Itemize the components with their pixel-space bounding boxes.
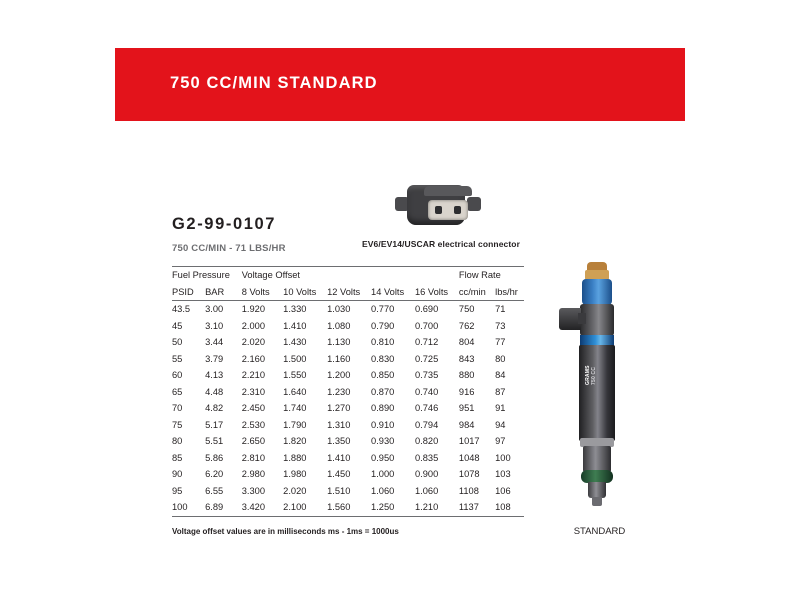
cell-bar: 4.48 (205, 386, 224, 397)
connector-pin-right (454, 206, 461, 214)
injector-brand-line2: 750 CC (591, 366, 597, 385)
cell-ccmin: 762 (458, 320, 475, 331)
table-group-header-row (172, 267, 524, 284)
cell-16v: 0.746 (414, 403, 439, 413)
cell-16v: 0.690 (414, 304, 439, 314)
cell-lbshr: 106 (495, 485, 511, 496)
table-row (172, 384, 524, 401)
cell-psid: 65 (172, 386, 183, 397)
cell-8v: 2.160 (241, 353, 265, 364)
cell-14v: 0.770 (371, 304, 395, 314)
cell-psid: 80 (172, 436, 183, 446)
connector-face (428, 200, 468, 220)
cell-bar: 4.82 (205, 403, 224, 413)
cell-14v: 0.910 (371, 419, 395, 430)
column-header-bar: BAR (205, 286, 225, 297)
header-banner (115, 48, 685, 121)
page-title: 750 CC/MIN STANDARD (170, 74, 378, 92)
cell-14v: 0.890 (371, 403, 395, 413)
cell-12v: 1.200 (327, 370, 351, 380)
column-header-8-volts: 8 Volts (241, 286, 270, 297)
connector-body (407, 185, 465, 225)
cell-16v: 0.725 (414, 353, 439, 364)
cell-10v: 2.020 (283, 485, 307, 496)
cell-12v: 1.350 (327, 436, 351, 446)
cell-8v: 3.300 (241, 485, 265, 496)
cell-bar: 3.10 (205, 320, 224, 331)
injector-tip (588, 482, 606, 498)
cell-ccmin: 1108 (458, 485, 479, 496)
cell-16v: 0.820 (414, 436, 439, 446)
cell-lbshr: 77 (495, 337, 506, 347)
cell-16v: 0.794 (414, 419, 439, 430)
connector-pin-left (435, 206, 442, 214)
cell-10v: 1.550 (283, 370, 307, 380)
cell-12v: 1.560 (327, 502, 351, 512)
cell-16v: 1.060 (414, 485, 439, 496)
cell-14v: 0.850 (371, 370, 395, 380)
electrical-connector-icon (395, 181, 481, 231)
group-header-flow-rate: Flow Rate (458, 270, 501, 280)
injector-blue-oring-top (582, 279, 612, 305)
cell-14v: 0.830 (371, 353, 395, 364)
cell-16v: 0.700 (414, 320, 439, 331)
cell-10v: 1.740 (283, 403, 307, 413)
cell-10v: 1.500 (283, 353, 307, 364)
cell-lbshr: 80 (495, 353, 506, 364)
cell-bar: 6.20 (205, 469, 224, 479)
table-row (172, 450, 524, 467)
cell-14v: 1.250 (371, 502, 395, 512)
cell-10v: 1.640 (283, 386, 307, 397)
cell-psid: 85 (172, 452, 183, 463)
cell-8v: 2.650 (241, 436, 265, 446)
table-row (172, 483, 524, 500)
cell-14v: 1.060 (371, 485, 395, 496)
cell-10v: 1.880 (283, 452, 307, 463)
cell-ccmin: 951 (458, 403, 475, 413)
injector-figure (552, 262, 647, 537)
cell-16v: 0.835 (414, 452, 439, 463)
cell-12v: 1.230 (327, 386, 351, 397)
cell-ccmin: 880 (458, 370, 475, 380)
cell-lbshr: 100 (495, 452, 511, 463)
cell-12v: 1.080 (327, 320, 351, 331)
cell-lbshr: 94 (495, 419, 506, 430)
product-subtitle: 750 CC/MIN - 71 LBS/HR (172, 243, 286, 254)
table-row (172, 466, 524, 483)
cell-8v: 2.530 (241, 419, 265, 430)
cell-ccmin: 750 (458, 304, 475, 314)
cell-12v: 1.310 (327, 419, 351, 430)
table-row (172, 400, 524, 417)
cell-8v: 2.810 (241, 452, 265, 463)
connector-ear-right (467, 197, 481, 211)
cell-14v: 0.950 (371, 452, 395, 463)
cell-16v: 0.712 (414, 337, 439, 347)
cell-16v: 1.210 (414, 502, 439, 512)
cell-ccmin: 916 (458, 386, 475, 397)
cell-bar: 5.17 (205, 419, 224, 430)
table-row (172, 433, 524, 450)
injector-lower-body (583, 446, 611, 472)
cell-lbshr: 103 (495, 469, 511, 479)
cell-14v: 0.790 (371, 320, 395, 331)
cell-psid: 50 (172, 337, 183, 347)
cell-10v: 2.100 (283, 502, 307, 512)
cell-12v: 1.510 (327, 485, 351, 496)
cell-psid: 75 (172, 419, 183, 430)
cell-ccmin: 804 (458, 337, 475, 347)
cell-ccmin: 1137 (458, 502, 479, 512)
cell-psid: 90 (172, 469, 183, 479)
table-header-row (172, 284, 524, 301)
cell-12v: 1.030 (327, 304, 351, 314)
cell-10v: 1.790 (283, 419, 307, 430)
injector-caption: STANDARD (573, 526, 626, 537)
cell-8v: 1.920 (241, 304, 265, 314)
cell-psid: 43.5 (172, 304, 191, 314)
cell-psid: 70 (172, 403, 183, 413)
cell-bar: 6.89 (205, 502, 224, 512)
cell-ccmin: 984 (458, 419, 475, 430)
cell-14v: 1.000 (371, 469, 395, 479)
cell-12v: 1.410 (327, 452, 351, 463)
column-header-ccmin: cc/min (458, 286, 486, 297)
cell-8v: 2.980 (241, 469, 265, 479)
cell-8v: 2.210 (241, 370, 265, 380)
cell-ccmin: 1078 (458, 469, 480, 479)
table-body (172, 301, 524, 517)
column-header-14-volts: 14 Volts (371, 286, 405, 297)
cell-lbshr: 84 (495, 370, 506, 380)
cell-bar: 4.13 (205, 370, 224, 380)
cell-14v: 0.930 (371, 436, 395, 446)
injector-main-body (579, 345, 615, 441)
cell-12v: 1.160 (327, 353, 351, 364)
cell-12v: 1.270 (327, 403, 351, 413)
cell-bar: 3.00 (205, 304, 224, 314)
cell-ccmin: 1017 (458, 436, 480, 446)
cell-lbshr: 108 (495, 502, 511, 512)
group-header-fuel-pressure: Fuel Pressure (172, 270, 230, 280)
cell-ccmin: 843 (458, 353, 475, 364)
cell-lbshr: 71 (495, 304, 506, 314)
cell-psid: 55 (172, 353, 183, 364)
column-header-lbshr: lbs/hr (495, 286, 518, 297)
cell-10v: 1.330 (283, 304, 307, 314)
cell-10v: 1.430 (283, 337, 307, 347)
table-row (172, 367, 524, 384)
cell-psid: 95 (172, 485, 183, 496)
injector-connector-plug (559, 308, 581, 330)
column-header-12-volts: 12 Volts (327, 286, 361, 297)
cell-16v: 0.900 (414, 469, 439, 479)
cell-lbshr: 73 (495, 320, 506, 331)
cell-psid: 60 (172, 370, 183, 380)
fuel-injector-icon (575, 262, 619, 512)
cell-bar: 3.44 (205, 337, 224, 347)
injector-nozzle (592, 497, 602, 506)
cell-bar: 3.79 (205, 353, 224, 364)
injector-brand-label (585, 363, 611, 385)
cell-10v: 1.820 (283, 436, 307, 446)
cell-8v: 2.020 (241, 337, 265, 347)
cell-psid: 100 (172, 502, 188, 512)
flow-rate-table (172, 266, 524, 517)
cell-8v: 2.000 (241, 320, 265, 331)
injector-brand-line1: GRAMS (585, 365, 591, 385)
cell-lbshr: 91 (495, 403, 506, 413)
cell-8v: 2.450 (241, 403, 265, 413)
cell-14v: 0.810 (371, 337, 395, 347)
column-header-16-volts: 16 Volts (414, 286, 449, 297)
group-header-voltage-offset: Voltage Offset (241, 270, 300, 280)
connector-caption: EV6/EV14/USCAR electrical connector (362, 239, 520, 249)
cell-8v: 3.420 (241, 502, 265, 512)
table-row (172, 499, 524, 516)
cell-bar: 5.86 (205, 452, 224, 463)
connector-figure (362, 181, 522, 249)
table-row (172, 417, 524, 434)
cell-14v: 0.870 (371, 386, 395, 397)
cell-lbshr: 97 (495, 436, 506, 446)
table-row (172, 351, 524, 368)
cell-12v: 1.450 (327, 469, 351, 479)
cell-12v: 1.130 (327, 337, 351, 347)
table-row (172, 318, 524, 335)
footnote: Voltage offset values are in milliseconds ms - 1ms = 1000us (172, 527, 399, 536)
cell-psid: 45 (172, 320, 183, 331)
table-row (172, 334, 524, 351)
column-header-10-volts: 10 Volts (283, 286, 317, 297)
cell-lbshr: 87 (495, 386, 506, 397)
table-row (172, 301, 524, 318)
cell-8v: 2.310 (241, 386, 265, 397)
part-number: G2-99-0107 (172, 215, 277, 233)
cell-16v: 0.740 (414, 386, 439, 397)
cell-bar: 5.51 (205, 436, 224, 446)
cell-bar: 6.55 (205, 485, 224, 496)
column-header-psid: PSID (172, 286, 194, 297)
cell-10v: 1.980 (283, 469, 307, 479)
cell-ccmin: 1048 (458, 452, 480, 463)
cell-10v: 1.410 (283, 320, 307, 331)
connector-top (424, 186, 472, 196)
cell-16v: 0.735 (414, 370, 439, 380)
